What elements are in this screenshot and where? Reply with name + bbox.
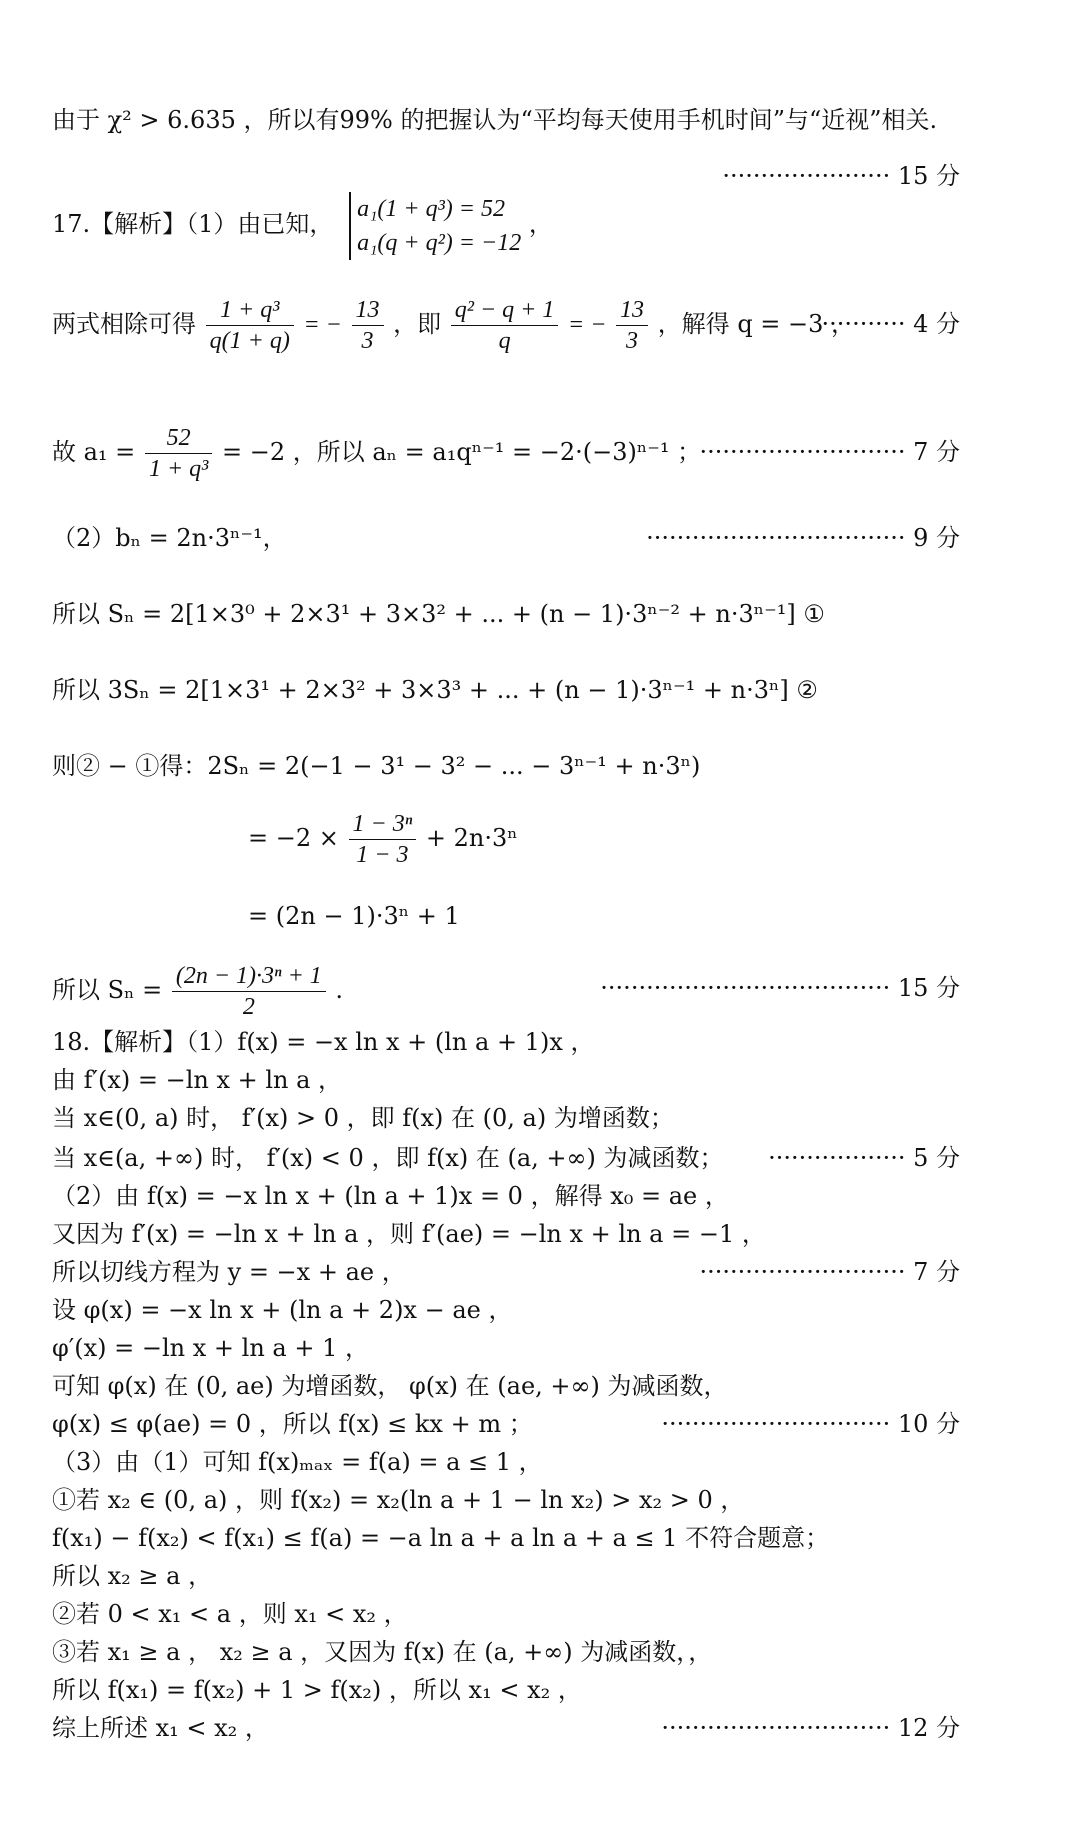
zero-point: （2）由 f(x) = −x ln x + (ln a + 1)x = 0 ，解得 x₀ = ae ， bbox=[52, 1182, 729, 1210]
denominator: 1 − 3 bbox=[349, 839, 417, 870]
score-marker: ······························ 10 分 bbox=[661, 1410, 960, 1438]
case-3: ③若 x₁ ≥ a ， x₂ ≥ a ，又因为 f(x) 在 (a, +∞) 为减函数，， bbox=[52, 1638, 713, 1666]
fraction bbox=[172, 961, 326, 1022]
text: + 2n·3ⁿ bbox=[425, 824, 518, 852]
score-marker: ·································· 9 分 bbox=[646, 524, 960, 552]
derivative-line: 由 f′(x) = −ln x + ln a ， bbox=[52, 1066, 343, 1094]
phi-derivative: φ′(x) = −ln x + ln a + 1 ， bbox=[52, 1334, 369, 1362]
decreasing-interval: 当 x∈(a, +∞) 时， f′(x) < 0 ，即 f(x) 在 (a, +∞) 为减函数； bbox=[52, 1144, 724, 1172]
denominator: q bbox=[451, 325, 559, 356]
sn-expression-1: 所以 Sₙ = 2[1×3⁰ + 2×3¹ + 3×3² + ... + (n − 1)·3ⁿ⁻² + n·3ⁿ⁻¹] ① bbox=[52, 600, 825, 628]
denominator: q(1 + q) bbox=[206, 325, 294, 356]
sn-result bbox=[52, 958, 343, 1022]
fraction bbox=[349, 809, 417, 870]
text: = −2 ，所以 aₙ = a₁qⁿ⁻¹ = −2·(−3)ⁿ⁻¹ ； bbox=[221, 438, 702, 466]
phi-max: φ(x) ≤ φ(ae) = 0 ，所以 f(x) ≤ kx + m ； bbox=[52, 1410, 533, 1438]
case-1-contradiction: f(x₁) − f(x₂) < f(x₁) ≤ f(a) = −a ln a + a ln a + a ≤ 1 不符合题意； bbox=[52, 1524, 830, 1552]
score-marker: ······················ 15 分 bbox=[722, 162, 960, 190]
denominator: 2 bbox=[172, 991, 326, 1022]
case-1-conclusion: 所以 x₂ ≥ a ， bbox=[52, 1562, 213, 1590]
system-eq-1: a₁(1 + q³) = 52 bbox=[357, 195, 505, 222]
fraction bbox=[451, 295, 559, 356]
numerator: 52 bbox=[166, 425, 191, 451]
fraction bbox=[145, 423, 212, 484]
tangent-line: 所以切线方程为 y = −x + ae ， bbox=[52, 1258, 406, 1286]
text: 所以 Sₙ = bbox=[52, 976, 163, 1004]
fraction bbox=[352, 295, 384, 356]
text: 故 a₁ = bbox=[52, 438, 136, 466]
text: . bbox=[335, 976, 344, 1004]
phi-definition: 设 φ(x) = −x ln x + (ln a + 2)x − ae ， bbox=[52, 1296, 513, 1324]
numerator: 13 bbox=[620, 297, 645, 323]
score-marker: ··········· 4 分 bbox=[821, 310, 960, 338]
system-eq-2: a₁(q + q²) = −12 bbox=[357, 229, 522, 256]
denominator: 1 + q³ bbox=[145, 453, 212, 484]
numerator: (2n − 1)·3ⁿ + 1 bbox=[175, 963, 322, 989]
text: ，即 bbox=[393, 310, 442, 338]
increasing-interval: 当 x∈(0, a) 时， f′(x) > 0 ，即 f(x) 在 (0, a) 为增函数； bbox=[52, 1104, 674, 1132]
chi-square-conclusion: 由于 χ² > 6.635 ，所以有99% 的把握认为“平均每天使用手机时间”与“近视”相关. bbox=[52, 106, 938, 134]
score-marker: ······························ 12 分 bbox=[661, 1714, 960, 1742]
equals: = − bbox=[303, 312, 342, 338]
final-conclusion: 综上所述 x₁ < x₂ ， bbox=[52, 1714, 269, 1742]
denominator: 3 bbox=[352, 325, 384, 356]
numerator: 1 + q³ bbox=[220, 297, 280, 323]
denominator: 3 bbox=[616, 325, 648, 356]
case-2: ②若 0 < x₁ < a ，则 x₁ < x₂ ， bbox=[52, 1600, 408, 1628]
ratio-derivation bbox=[52, 292, 855, 357]
numerator: 13 bbox=[355, 297, 380, 323]
score-marker: ······································ 15 分 bbox=[600, 974, 960, 1002]
bn-definition: （2）bₙ = 2n·3ⁿ⁻¹， bbox=[52, 524, 287, 552]
q18-header: 18.【解析】（1）f(x) = −x ln x + (ln a + 1)x ， bbox=[52, 1028, 595, 1056]
score-marker: ··························· 7 分 bbox=[699, 1258, 960, 1286]
equals: = − bbox=[568, 312, 607, 338]
slope-line: 又因为 f′(x) = −ln x + ln a ，则 f′(ae) = −ln x + ln a = −1 ， bbox=[52, 1220, 766, 1248]
geometric-sum-step bbox=[248, 806, 518, 870]
score-marker: ·················· 5 分 bbox=[768, 1144, 960, 1172]
fraction bbox=[616, 295, 648, 356]
part-3-start: （3）由（1）可知 f(x)ₘₐₓ = f(a) = a ≤ 1 ， bbox=[52, 1448, 543, 1476]
subtraction-step: 则② − ①得：2Sₙ = 2(−1 − 3¹ − 3² − ... − 3ⁿ⁻¹ + n·3ⁿ) bbox=[52, 752, 701, 780]
simplified-step: = (2n − 1)·3ⁿ + 1 bbox=[248, 902, 460, 930]
fraction bbox=[206, 295, 294, 356]
score-marker: ··························· 7 分 bbox=[699, 438, 960, 466]
text: = −2 × bbox=[248, 824, 339, 852]
a1-derivation bbox=[52, 420, 701, 484]
case-3-conclusion: 所以 f(x₁) = f(x₂) + 1 > f(x₂) ，所以 x₁ < x₂ ， bbox=[52, 1676, 582, 1704]
numerator: q² − q + 1 bbox=[454, 297, 555, 323]
sn-expression-2: 所以 3Sₙ = 2[1×3¹ + 2×3² + 3×3³ + ... + (n − 1)·3ⁿ⁻¹ + n·3ⁿ] ② bbox=[52, 676, 818, 704]
equation-system bbox=[349, 192, 521, 260]
punctuation: ， bbox=[528, 210, 553, 238]
case-1: ①若 x₂ ∈ (0, a) ，则 f(x₂) = x₂(ln a + 1 − ln x₂) > x₂ > 0 ， bbox=[52, 1486, 745, 1514]
numerator: 1 − 3ⁿ bbox=[352, 811, 413, 837]
phi-monotonicity: 可知 φ(x) 在 (0, ae) 为增函数， φ(x) 在 (ae, +∞) 为减函数， bbox=[52, 1372, 728, 1400]
text: 两式相除可得 bbox=[52, 310, 196, 338]
q17-header bbox=[52, 190, 553, 260]
text: ，解得 q = −3 ， bbox=[657, 310, 856, 338]
q17-label: 17.【解析】（1）由已知， bbox=[52, 210, 334, 238]
